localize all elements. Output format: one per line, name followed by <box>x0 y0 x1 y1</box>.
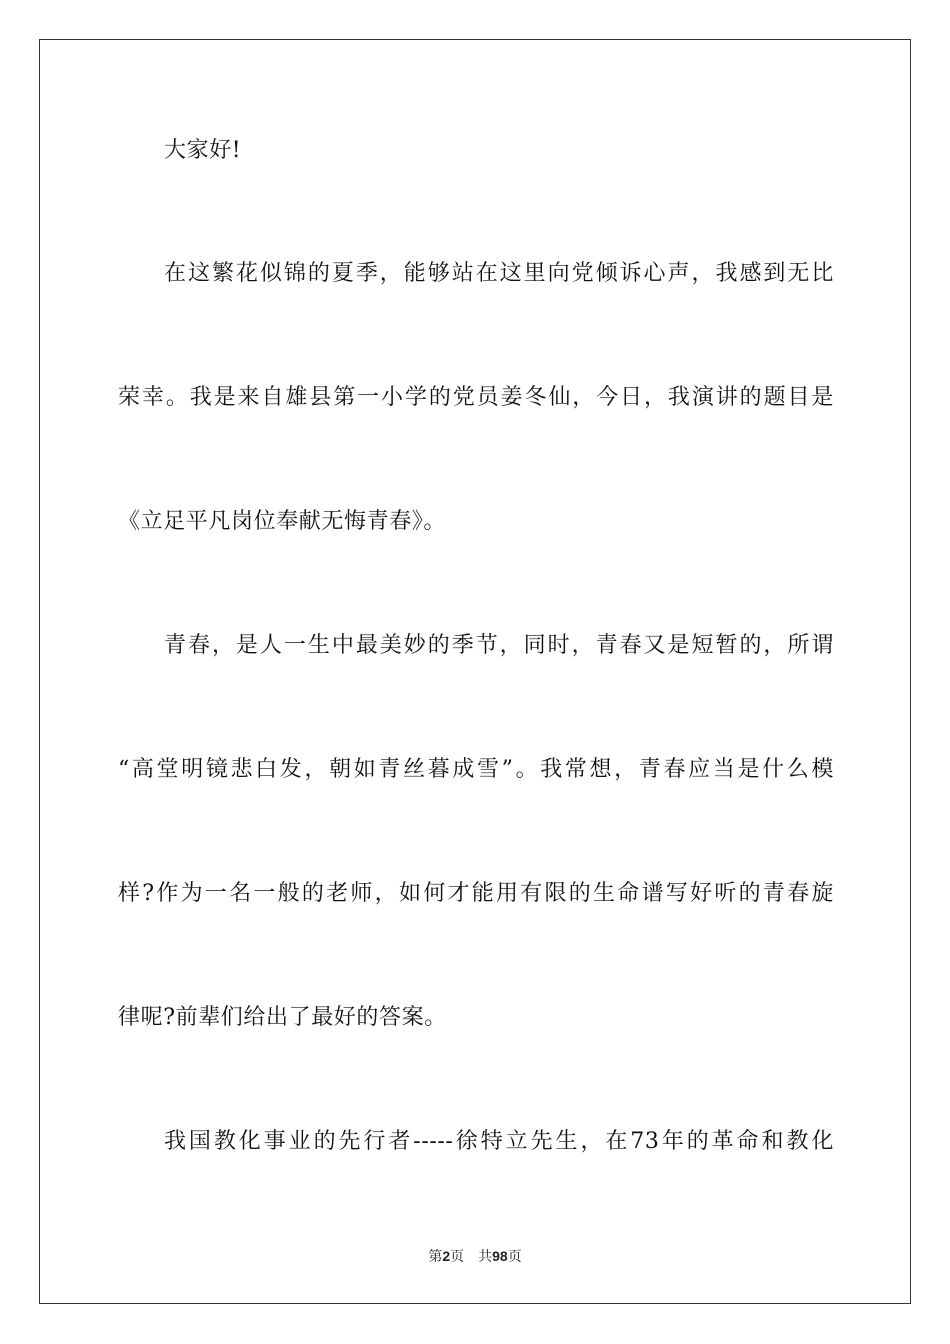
total-suffix: 页 <box>507 1249 522 1265</box>
paragraph-3-line-1: 我国教化事业的先行者-----徐特立先生，在73年的革命和教化 <box>164 1129 834 1154</box>
page-border <box>39 39 911 1304</box>
paragraph-1-line-2: 荣幸。我是来自雄县第一小学的党员姜冬仙，今日，我演讲的题目是 <box>118 385 834 410</box>
greeting-line: 大家好! <box>164 138 242 163</box>
page-number: 2 <box>442 1248 451 1264</box>
total-pages: 98 <box>492 1248 508 1264</box>
paragraph-2-line-1: 青春，是人一生中最美妙的季节，同时，青春又是短暂的，所谓 <box>164 633 834 658</box>
total-prefix: 共 <box>478 1249 493 1265</box>
page-footer <box>0 1246 950 1267</box>
page-prefix: 第 <box>428 1249 443 1265</box>
paragraph-2-line-2: “高堂明镜悲白发，朝如青丝暮成雪”。我常想，青春应当是什么模 <box>118 757 834 782</box>
paragraph-1-line-3: 《立足平凡岗位奉献无悔青春》。 <box>118 509 447 534</box>
paragraph-2-line-4: 律呢?前辈们给出了最好的答案。 <box>118 1005 447 1030</box>
paragraph-2-line-3: 样?作为一名一般的老师，如何才能用有限的生命谱写好听的青春旋 <box>118 881 834 906</box>
page-suffix: 页 <box>450 1249 465 1265</box>
paragraph-1-line-1: 在这繁花似锦的夏季，能够站在这里向党倾诉心声，我感到无比 <box>164 261 834 286</box>
